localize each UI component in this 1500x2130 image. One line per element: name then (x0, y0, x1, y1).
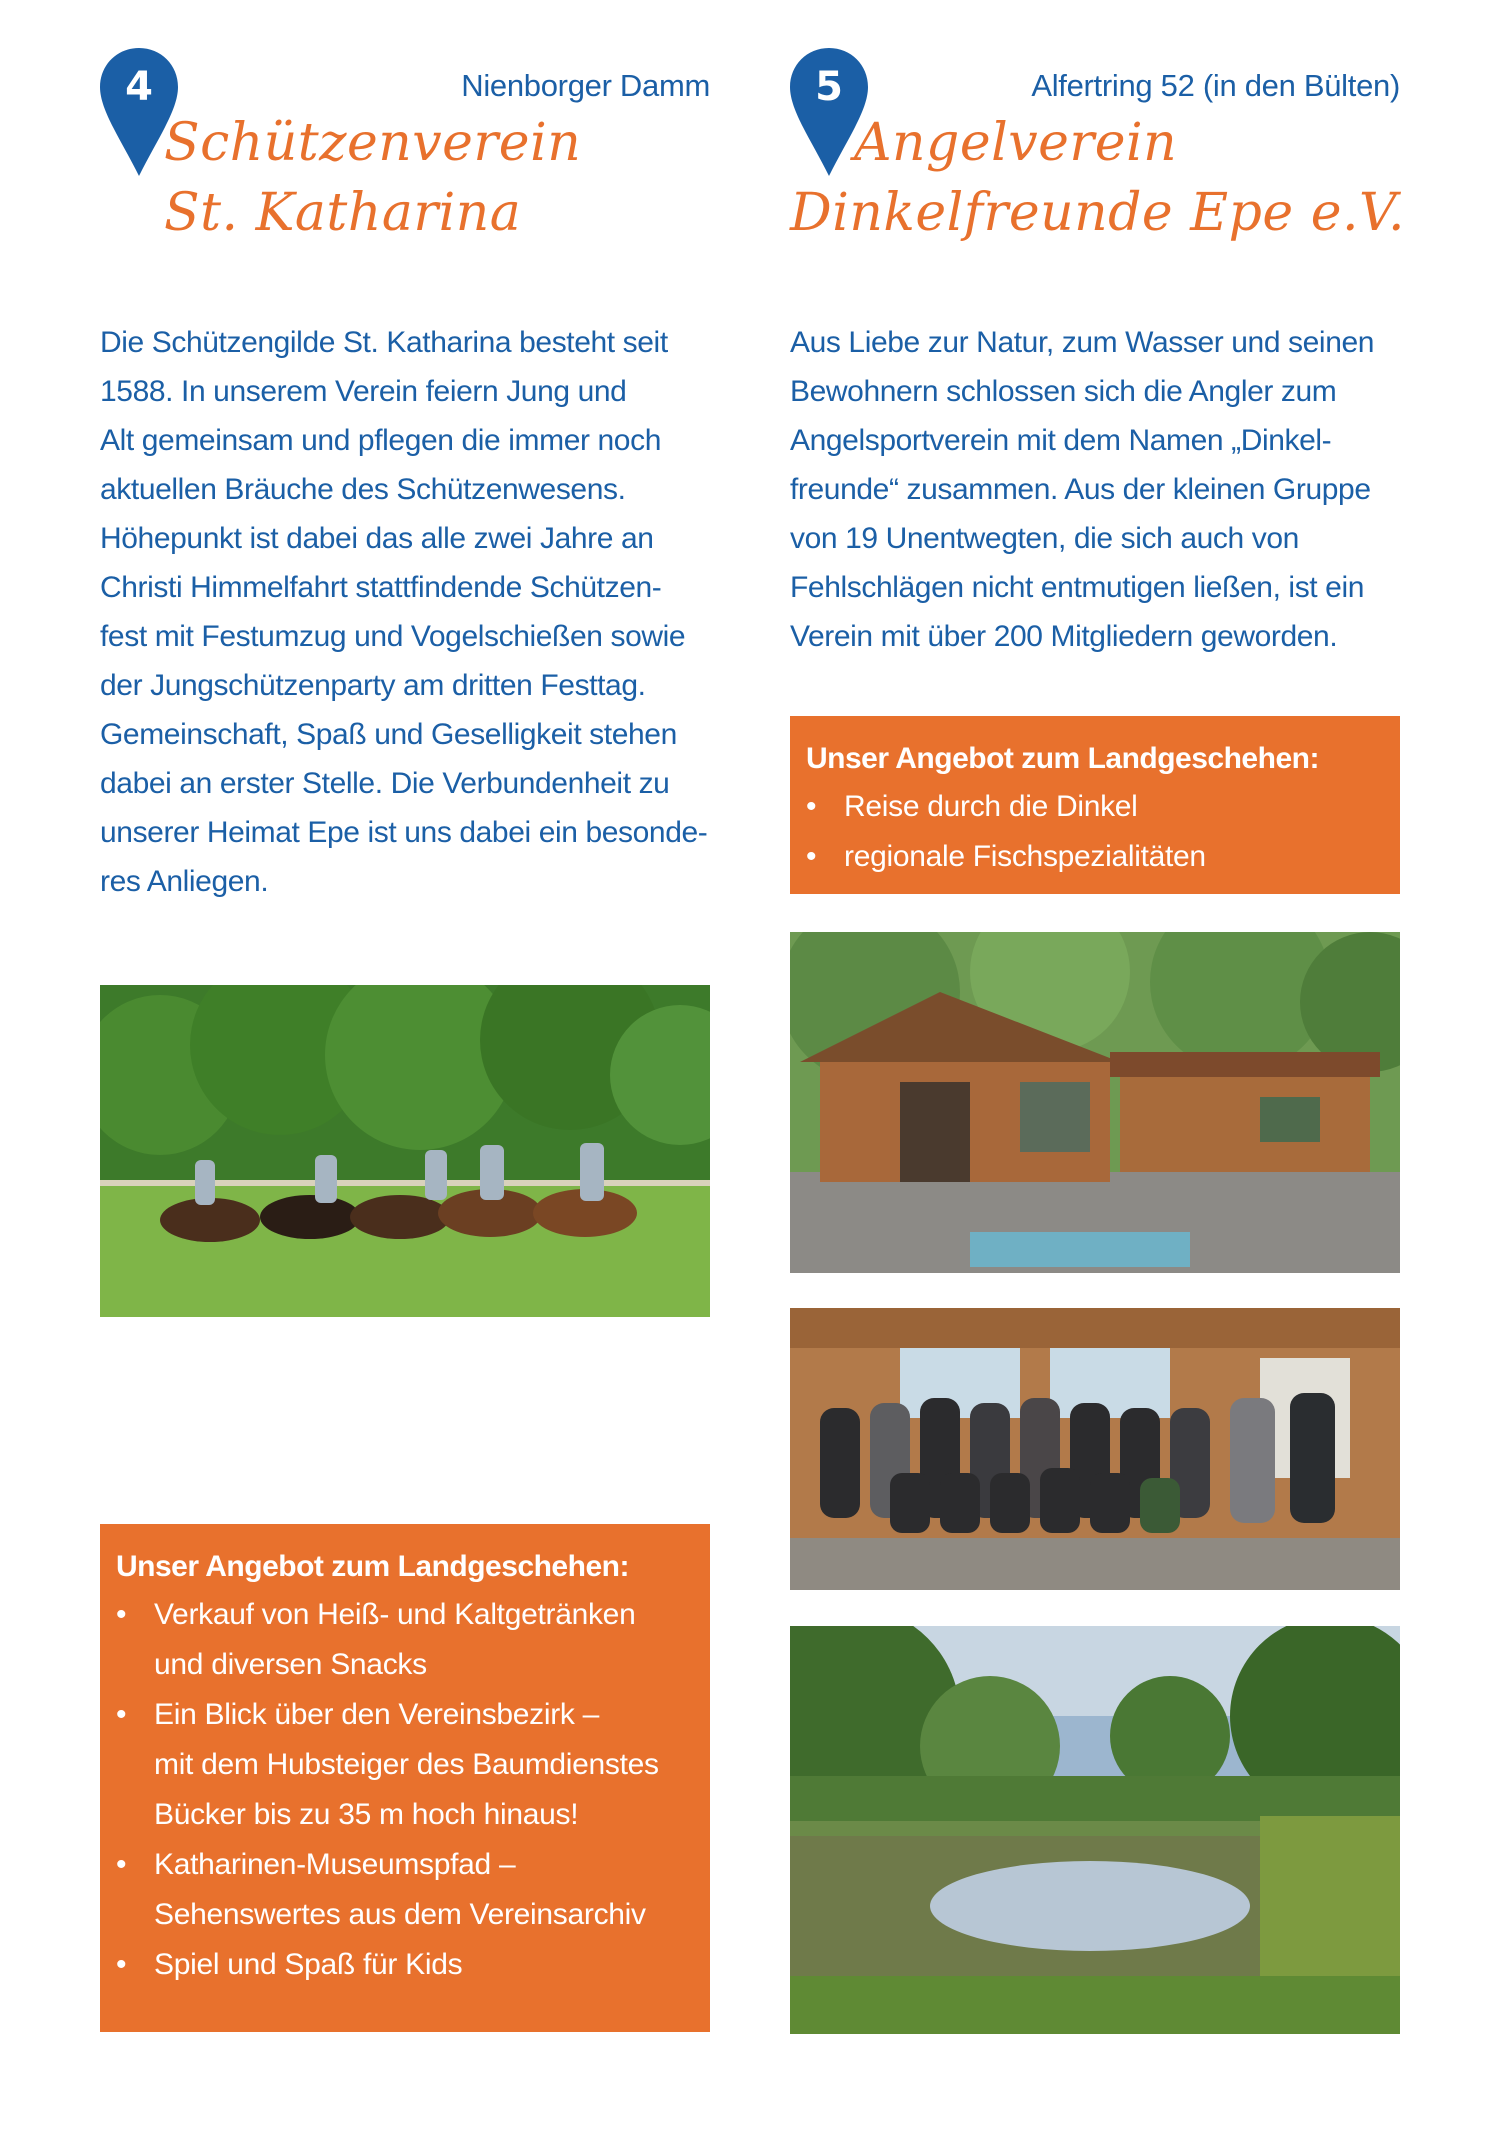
offer-box (100, 1524, 710, 2032)
offer-item-line: Bücker bis zu 35 m hoch hinaus! (154, 1798, 579, 1831)
offer-item-line: regionale Fischspezialitäten (844, 840, 1206, 873)
offer-item-line: Spiel und Spaß für Kids (154, 1948, 463, 1981)
description-line: Höhepunkt ist dabei das alle zwei Jahre an (100, 522, 654, 555)
description-line: 1588. In unserem Verein feiern Jung und (100, 375, 627, 408)
description-line: Alt gemeinsam und pflegen die immer noch (100, 424, 661, 457)
offer-item-line: Reise durch die Dinkel (844, 790, 1138, 823)
offer-item-line: Verkauf von Heiß- und Kaltgetränken (154, 1598, 636, 1631)
description-line: von 19 Unentwegten, die sich auch von (790, 522, 1299, 555)
bullet: • (806, 790, 817, 823)
bullet: • (116, 1848, 127, 1881)
description-line: fest mit Festumzug und Vogelschießen sowie (100, 620, 686, 653)
title-line: Dinkelfreunde Epe e.V. (790, 183, 1406, 243)
description (790, 318, 1400, 661)
photo-clubhouse (790, 932, 1400, 1273)
description-line: Fehlschlägen nicht entmutigen ließen, ist ein (790, 571, 1365, 604)
offer-item-line: und diversen Snacks (154, 1648, 427, 1681)
description-line: Angelsportverein mit dem Namen „Dinkel- (790, 424, 1332, 457)
location-number: 4 (125, 64, 153, 110)
offer-item (116, 1690, 694, 1840)
offer-item (116, 1590, 694, 1690)
offer-item-line: Ein Blick über den Vereinsbezirk – (154, 1698, 600, 1731)
title-line: Schützenverein (164, 113, 582, 173)
offer-item (116, 1940, 694, 1990)
description-line: Verein mit über 200 Mitgliedern geworden. (790, 620, 1338, 653)
offer-heading: Unser Angebot zum Landgeschehen: (116, 1550, 629, 1583)
address: Nienborger Damm (461, 68, 710, 103)
description-line: res Anliegen. (100, 865, 269, 898)
section-title (790, 108, 1430, 248)
bullet: • (116, 1948, 127, 1981)
photo-youth-group (790, 1308, 1400, 1590)
offer-box (790, 716, 1400, 894)
offer-item-line: Katharinen-Museumspfad – (154, 1848, 516, 1881)
description-line: unserer Heimat Epe ist uns dabei ein besonde- (100, 816, 708, 849)
description-line: Gemeinschaft, Spaß und Geselligkeit stehen (100, 718, 677, 751)
description-line: Bewohnern schlossen sich die Angler zum (790, 375, 1337, 408)
location-number: 5 (815, 64, 843, 110)
description-line: aktuellen Bräuche des Schützenwesens. (100, 473, 626, 506)
address: Alfertring 52 (in den Bülten) (1031, 68, 1400, 103)
title-line: Angelverein (854, 113, 1178, 173)
section-title (100, 108, 740, 248)
bullet: • (806, 840, 817, 873)
description-line: freunde“ zusammen. Aus der kleinen Gruppe (790, 473, 1371, 506)
offer-item-line: Sehenswertes aus dem Vereinsarchiv (154, 1898, 646, 1931)
photo-riders-on-horses (100, 985, 710, 1317)
description-line: der Jungschützenparty am dritten Festtag. (100, 669, 646, 702)
offer-item (806, 782, 1384, 832)
offer-item-line: mit dem Hubsteiger des Baumdienstes (154, 1748, 659, 1781)
description-line: Aus Liebe zur Natur, zum Wasser und seinen (790, 326, 1375, 359)
title-line: St. Katharina (164, 183, 522, 243)
description-line: dabei an erster Stelle. Die Verbundenheit zu (100, 767, 670, 800)
bullet: • (116, 1598, 127, 1631)
offer-list (806, 782, 1384, 882)
description (100, 318, 710, 906)
offer-heading: Unser Angebot zum Landgeschehen: (806, 742, 1319, 775)
photo-pond (790, 1626, 1400, 2034)
bullet: • (116, 1698, 127, 1731)
description-line: Die Schützengilde St. Katharina besteht seit (100, 326, 668, 359)
offer-item (806, 832, 1384, 882)
offer-item (116, 1840, 694, 1940)
offer-list (116, 1590, 694, 1990)
description-line: Christi Himmelfahrt stattfindende Schützen- (100, 571, 662, 604)
